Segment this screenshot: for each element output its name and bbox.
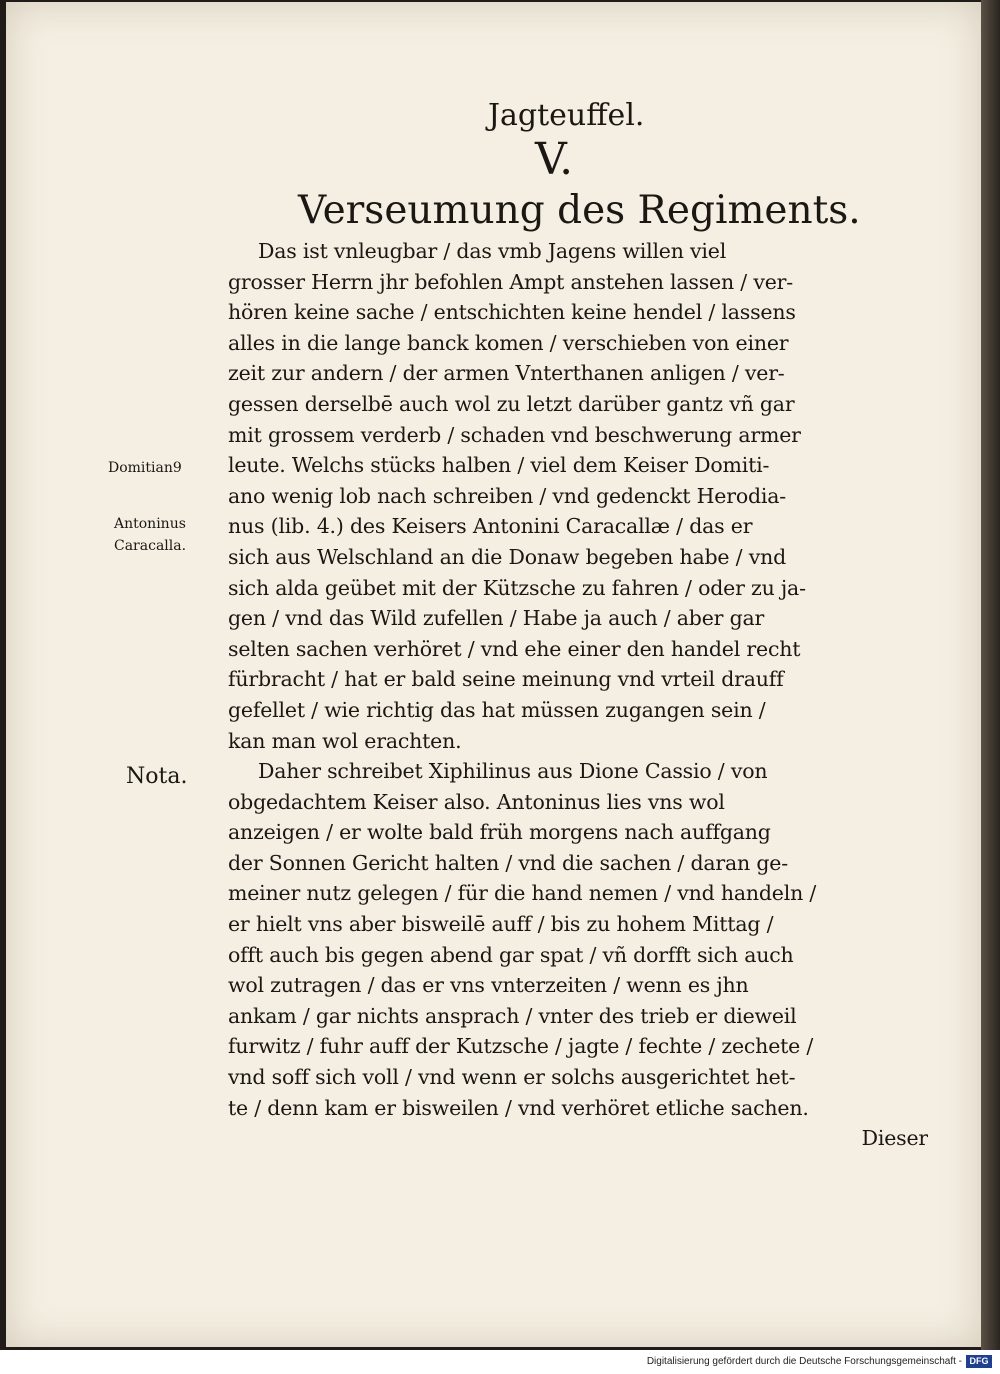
text-line: offt auch bis gegen abend gar spat / vñ dorfft sich auch (228, 942, 794, 967)
text-line: ano wenig lob nach schreiben / vnd gedenckt Herodia- (228, 483, 786, 508)
body-text (228, 236, 928, 1154)
text-line: kan man wol erachten. (228, 728, 462, 753)
catchword: Dieser (861, 1126, 928, 1151)
text-line: grosser Herrn jhr befohlen Ampt anstehen lassen / ver- (228, 269, 793, 294)
digitization-credit: Digitalisierung gefördert durch die Deutsche Forschungsgemeinschaft - (646, 1356, 962, 1367)
text-line: gen / vnd das Wild zufellen / Habe ja auch / aber gar (228, 606, 765, 631)
margin-note-nota: Nota. (126, 764, 188, 789)
text-line: anzeigen / er wolte bald früh morgens nach auffgang (228, 820, 771, 845)
text-line: gefellet / wie richtig das hat müssen zugangen sein / (228, 697, 766, 722)
text-line: leute. Welchs stücks halben / viel dem Keiser Domiti- (228, 453, 770, 478)
text-line: der Sonnen Gericht halten / vnd die sachen / daran ge- (228, 850, 788, 875)
text-line: alles in die lange banck komen / verschieben von einer (228, 330, 789, 355)
margin-note-caracalla: Caracalla. (114, 538, 187, 554)
text-line: zeit zur andern / der armen Vnterthanen anligen / ver- (228, 361, 785, 386)
text-line: Das ist vnleugbar / das vmb Jagens willen viel (258, 239, 727, 263)
text-line: Daher schreibet Xiphilinus aus Dione Cassio / von (258, 759, 768, 784)
running-head: Jagteuffel. (488, 98, 645, 133)
text-line: mit grossem verderb / schaden vnd beschwerung armer (228, 422, 801, 447)
text-line: meiner nutz gelegen / für die hand nemen / vnd handeln / (228, 881, 817, 906)
text-line: te / denn kam er bisweilen / vnd verhöret etliche sachen. (228, 1095, 809, 1120)
margin-note-antoninus: Antoninus (114, 516, 186, 532)
text-line: fürbracht / hat er bald seine meinung vnd vrteil drauff (228, 667, 784, 692)
text-line: selten sachen verhöret / vnd ehe einer den handel recht (228, 636, 801, 661)
text-line: sich aus Welschland an die Donaw begeben habe / vnd (228, 544, 786, 569)
chapter-number: V. (535, 134, 574, 185)
text-line: obgedachtem Keiser also. Antoninus lies vns wol (228, 789, 725, 814)
text-line: sich alda geübet mit der Kützsche zu fahren / oder zu ja- (228, 575, 806, 600)
text-line: wol zutragen / das er vns vnterzeiten / wenn es jhn (228, 973, 749, 998)
text-line: furwitz / fuhr auff der Kutzsche / jagte / fechte / zechete / (228, 1034, 814, 1059)
text-line: hören keine sache / entschichten keine hendel / lassens (228, 300, 796, 325)
text-line: vnd soff sich voll / vnd wenn er solchs ausgerichtet het- (228, 1065, 796, 1090)
text-line: gessen derselbē auch wol zu letzt darüber gantz vñ gar (228, 391, 795, 416)
dfg-logo: DFG (966, 1355, 992, 1368)
text-line: ankam / gar nichts ansprach / vnter des trieb er dieweil (228, 1003, 797, 1028)
text-line: nus (lib. 4.) des Keisers Antonini Caracallæ / das er (228, 514, 753, 539)
text-line: er hielt vns aber bisweilē auff / bis zu hohem Mittag / (228, 912, 774, 937)
page-edge (981, 0, 1000, 1350)
margin-note-domitian: Domitian9 (108, 460, 182, 476)
chapter-title: Verseumung des Regiments. (298, 188, 861, 233)
